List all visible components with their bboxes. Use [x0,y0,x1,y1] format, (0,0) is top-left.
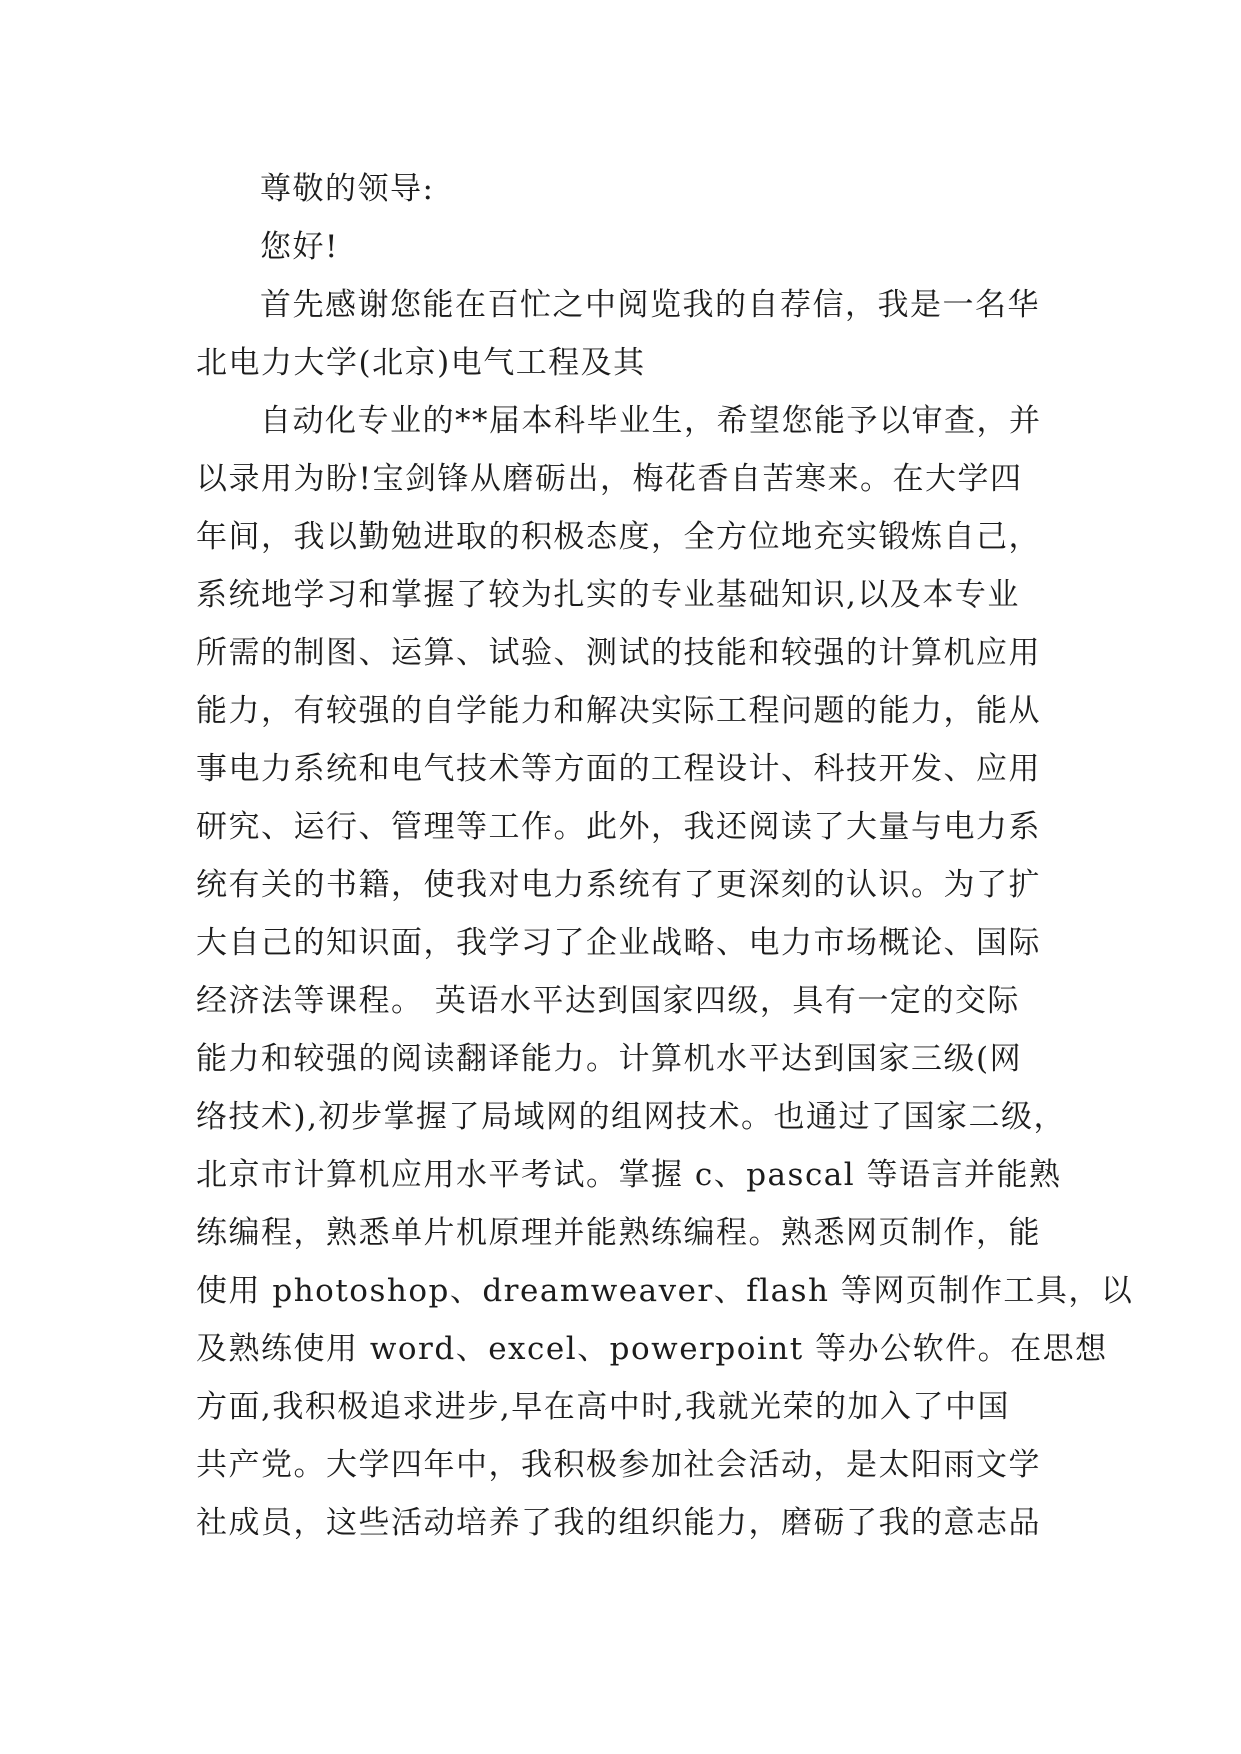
text-line: 及熟练使用 word、excel、powerpoint 等办公软件。在思想 [196,1331,1108,1367]
text-line: 方面,我积极追求进步,早在高中时,我就光荣的加入了中国 [196,1389,1011,1425]
text-line: 共产党。大学四年中，我积极参加社会活动，是太阳雨文学 [196,1447,1041,1483]
text-line: 能力，有较强的自学能力和解决实际工程问题的能力，能从 [196,693,1041,729]
text-line: 练编程，熟悉单片机原理并能熟练编程。熟悉网页制作，能 [196,1215,1041,1251]
text-line: 社成员，这些活动培养了我的组织能力，磨砺了我的意志品 [196,1505,1041,1541]
salutation: 尊敬的领导: [260,171,435,207]
cover-letter-body [196,160,1134,1552]
text-line: 系统地学习和掌握了较为扎实的专业基础知识,以及本专业 [196,577,1020,613]
text-line: 年间，我以勤勉进取的积极态度，全方位地充实锻炼自己， [196,519,1041,555]
text-line: 经济法等课程。 英语水平达到国家四级，具有一定的交际 [196,983,1020,1019]
text-line: 络技术),初步掌握了局域网的组网技术。也通过了国家二级， [196,1099,1066,1135]
text-line: 使用 photoshop、dreamweaver、flash 等网页制作工具，以 [196,1273,1134,1309]
text-line: 自动化专业的**届本科毕业生，希望您能予以审查，并 [260,403,1042,439]
text-line: 能力和较强的阅读翻译能力。计算机水平达到国家三级(网 [196,1041,1023,1077]
text-line: 研究、运行、管理等工作。此外，我还阅读了大量与电力系 [196,809,1041,845]
text-line: 事电力系统和电气技术等方面的工程设计、科技开发、应用 [196,751,1041,787]
text-line: 北电力大学(北京)电气工程及其 [196,345,646,381]
text-line: 统有关的书籍，使我对电力系统有了更深刻的认识。为了扩 [196,867,1041,903]
text-line: 首先感谢您能在百忙之中阅览我的自荐信，我是一名华 [260,287,1040,323]
text-line: 北京市计算机应用水平考试。掌握 c、pascal 等语言并能熟 [196,1157,1062,1193]
greeting: 您好! [260,229,339,265]
text-line: 所需的制图、运算、试验、测试的技能和较强的计算机应用 [196,635,1041,671]
text-line: 大自己的知识面，我学习了企业战略、电力市场概论、国际 [196,925,1041,961]
text-line: 以录用为盼!宝剑锋从磨砺出，梅花香自苦寒来。在大学四 [196,461,1023,497]
